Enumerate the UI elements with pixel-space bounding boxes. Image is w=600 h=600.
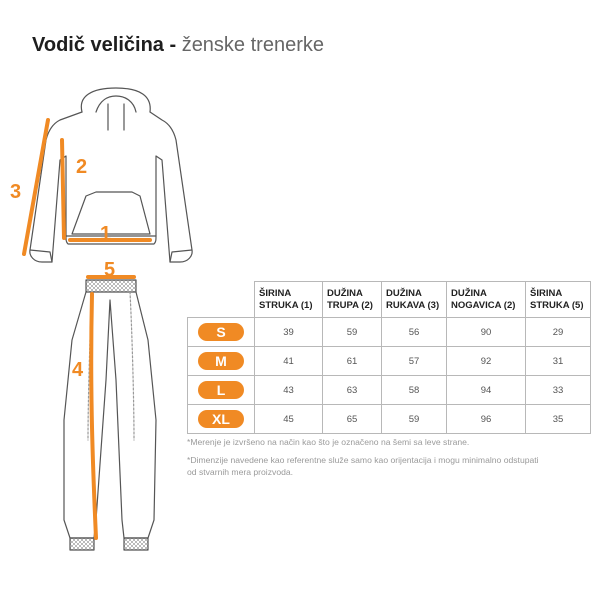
marker-5: 5 bbox=[104, 259, 116, 281]
table-cell: 31 bbox=[526, 347, 591, 376]
marker-3: 3 bbox=[10, 181, 22, 203]
header-line: RUKAVA (3) bbox=[386, 299, 440, 311]
table-cell: 92 bbox=[447, 347, 526, 376]
header-col-4 bbox=[447, 282, 526, 318]
size-cell bbox=[188, 376, 255, 405]
table-cell: 65 bbox=[323, 405, 382, 434]
size-cell bbox=[188, 318, 255, 347]
size-badge: S bbox=[198, 323, 244, 341]
header-line: STRUKA (5) bbox=[530, 299, 584, 311]
table-row bbox=[188, 405, 591, 434]
size-cell bbox=[188, 347, 255, 376]
header-line: DUŽINA bbox=[386, 287, 422, 299]
table-cell: 39 bbox=[255, 318, 323, 347]
table-cell: 33 bbox=[526, 376, 591, 405]
table-cell: 59 bbox=[382, 405, 447, 434]
table-cell: 63 bbox=[323, 376, 382, 405]
size-badge: M bbox=[198, 352, 244, 370]
table-header-row bbox=[188, 282, 591, 318]
header-line: NOGAVICA (2) bbox=[451, 299, 516, 311]
header-line: ŠIRINA bbox=[259, 287, 292, 299]
table-cell: 29 bbox=[526, 318, 591, 347]
header-col-2 bbox=[323, 282, 382, 318]
header-line: ŠIRINA bbox=[530, 287, 563, 299]
table-cell: 90 bbox=[447, 318, 526, 347]
table-cell: 43 bbox=[255, 376, 323, 405]
marker-1: 1 bbox=[100, 223, 112, 245]
header-line: STRUKA (1) bbox=[259, 299, 313, 311]
table-cell: 45 bbox=[255, 405, 323, 434]
size-table bbox=[187, 281, 591, 434]
table-cell: 94 bbox=[447, 376, 526, 405]
marker-2: 2 bbox=[76, 156, 88, 178]
table-cell: 61 bbox=[323, 347, 382, 376]
header-col-5 bbox=[526, 282, 591, 318]
table-cell: 96 bbox=[447, 405, 526, 434]
header-line: DUŽINA bbox=[327, 287, 363, 299]
table-cell: 35 bbox=[526, 405, 591, 434]
measure-line-2 bbox=[62, 140, 64, 238]
header-corner bbox=[188, 282, 255, 318]
table-cell: 59 bbox=[323, 318, 382, 347]
measure-line-4 bbox=[91, 294, 96, 538]
note-disclaimer: *Dimenzije navedene kao referentne služe samo kao orijentacija i mogu minimalno odstupati od stvarnih mera proizvoda. bbox=[187, 455, 539, 477]
table-cell: 58 bbox=[382, 376, 447, 405]
header-col-1 bbox=[255, 282, 323, 318]
marker-4: 4 bbox=[72, 359, 84, 381]
size-badge: L bbox=[198, 381, 244, 399]
header-col-3 bbox=[382, 282, 447, 318]
table-row bbox=[188, 376, 591, 405]
header-line: DUŽINA bbox=[451, 287, 487, 299]
table-row bbox=[188, 318, 591, 347]
title-bold: Vodič veličina - bbox=[32, 34, 177, 56]
pants-drawing bbox=[64, 280, 156, 550]
table-cell: 56 bbox=[382, 318, 447, 347]
measure-line-3 bbox=[24, 120, 48, 254]
header-line: TRUPA (2) bbox=[327, 299, 373, 311]
size-badge: XL bbox=[198, 410, 244, 428]
table-cell: 41 bbox=[255, 347, 323, 376]
table-row bbox=[188, 347, 591, 376]
title-subtitle: ženske trenerke bbox=[181, 34, 324, 56]
table-cell: 57 bbox=[382, 347, 447, 376]
size-cell bbox=[188, 405, 255, 434]
note-measurement: *Merenje je izvršeno na način kao što je označeno na šemi sa leve strane. bbox=[187, 437, 470, 447]
